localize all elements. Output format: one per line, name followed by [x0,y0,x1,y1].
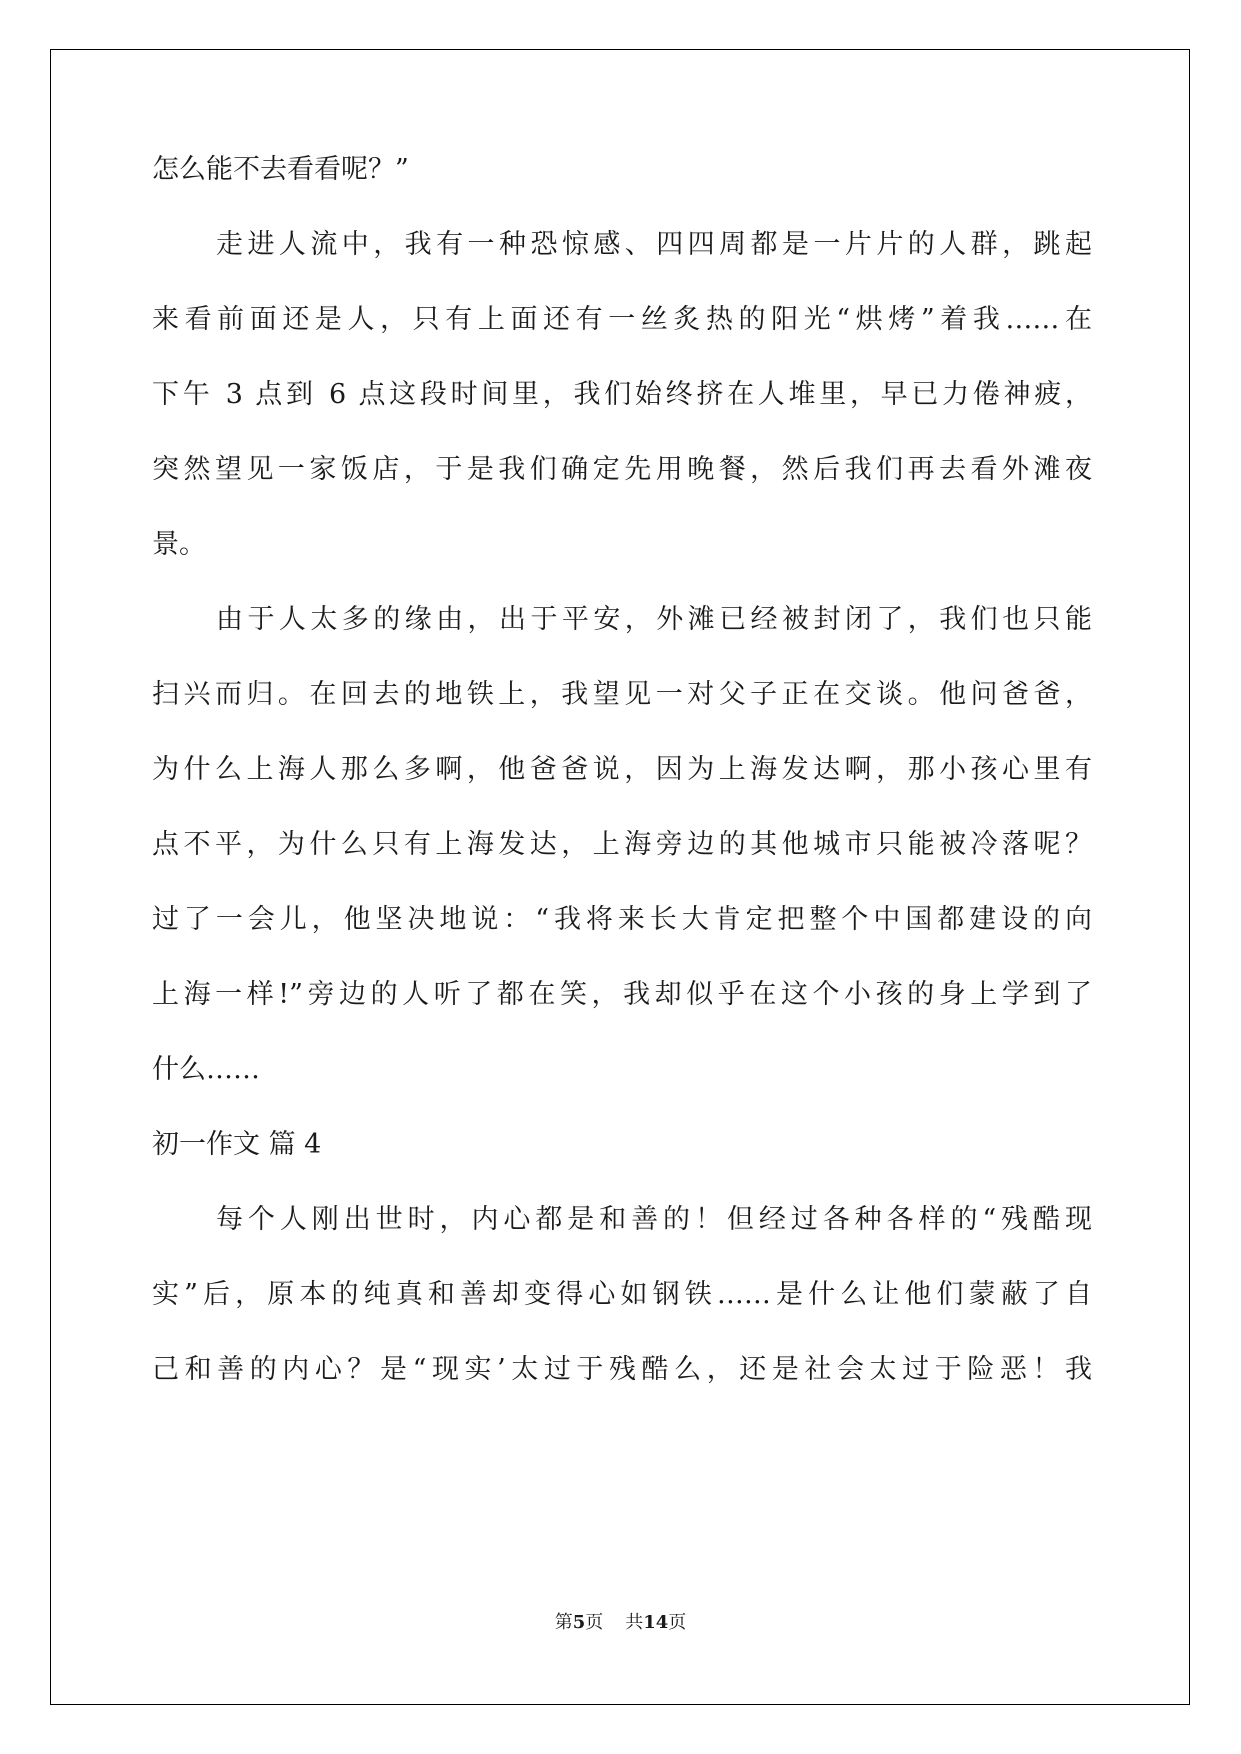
text-line: 下午 3 点到 6 点这段时间里，我们始终挤在人堆里，早已力倦神疲， [152,379,1092,410]
text-line: 什么…… [152,1054,260,1085]
text-line: 上海一样!”旁边的人听了都在笑，我却似乎在这个小孩的身上学到了 [152,979,1092,1010]
text-line: 点不平，为什么只有上海发达，上海旁边的其他城市只能被冷落呢？ [152,829,1092,860]
text-line: 扫兴而归。在回去的地铁上，我望见一对父子正在交谈。他问爸爸， [152,679,1092,710]
footer-total-prefix: 共 [625,1612,644,1633]
text-line: 过了一会儿，他坚决地说：“我将来长大肯定把整个中国都建设的向 [152,904,1092,935]
text-line: 每个人刚出世时，内心都是和善的！但经过各种各样的“残酷现 [216,1204,1092,1235]
text-line: 为什么上海人那么多啊，他爸爸说，因为上海发达啊，那小孩心里有 [152,754,1092,785]
text-line: 景。 [152,529,206,560]
footer-page-number: 5 [572,1612,586,1633]
text-line: 怎么能不去看看呢？” [152,154,409,185]
text-line: 突然望见一家饭店，于是我们确定先用晚餐，然后我们再去看外滩夜 [152,454,1092,485]
text-line: 己和善的内心？是“现实’太过于残酷么，还是社会太过于险恶！我 [152,1354,1092,1385]
text-line: 实”后，原本的纯真和善却变得心如钢铁……是什么让他们蒙蔽了自 [152,1279,1092,1310]
text-line: 走进人流中，我有一种恐惊感、四四周都是一片片的人群，跳起 [216,229,1092,260]
footer-total-suffix: 页 [668,1612,687,1633]
page-footer [0,1608,1241,1634]
text-line: 由于人太多的缘由，出于平安，外滩已经被封闭了，我们也只能 [216,604,1092,635]
footer-total-number: 14 [643,1612,669,1633]
section-heading: 初一作文 篇 4 [152,1129,322,1160]
footer-page-prefix: 第 [554,1612,573,1633]
text-line: 来看前面还是人，只有上面还有一丝炙热的阳光“烘烤”着我……在 [152,304,1092,335]
footer-page-suffix: 页 [585,1612,604,1633]
